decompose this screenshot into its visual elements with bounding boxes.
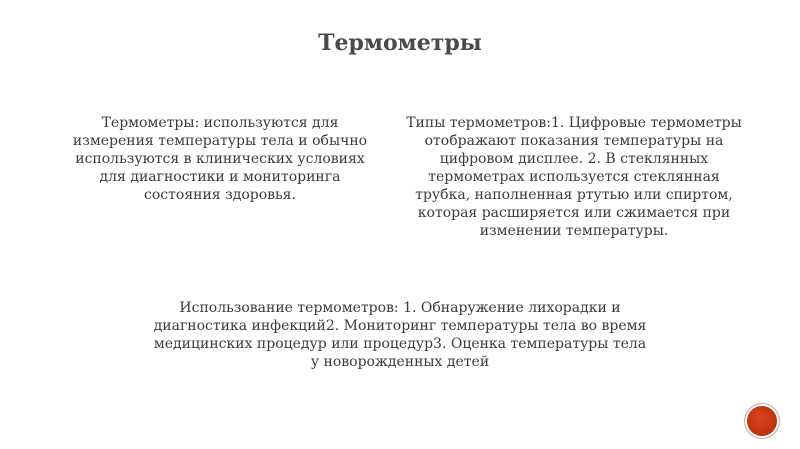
definition-text-block — [55, 114, 385, 204]
next-slide-button[interactable] — [747, 406, 777, 436]
text-line: Типы термометров:1. Цифровые термометры — [406, 115, 742, 131]
text-line: изменении температуры. — [479, 223, 669, 239]
text-line: у новорожденных детей — [310, 354, 490, 370]
text-line: цифровом дисплее. 2. В стеклянных — [439, 151, 709, 167]
slide-title: Термометры — [318, 30, 482, 56]
text-line: Термометры: используются для — [101, 115, 339, 131]
types-text-block — [398, 114, 750, 240]
text-line: Использование термометров: 1. Обнаружение лихорадки и — [179, 300, 621, 316]
text-line: которая расширяется или сжимается при — [417, 205, 731, 221]
text-line: термометрах используется стеклянная — [428, 169, 720, 185]
text-line: отображают показания температуры на — [424, 133, 724, 149]
text-line: для диагностики и мониторинга — [99, 169, 341, 185]
text-line: диагностика инфекций2. Мониторинг температуры тела во время — [153, 318, 647, 334]
usage-text-block — [130, 299, 670, 371]
text-line: используются в клинических условиях — [75, 151, 365, 167]
text-line: измерения температуры тела и обычно — [72, 133, 368, 149]
text-line: трубка, наполненная ртутью или спиртом, — [415, 187, 733, 203]
text-line: медицинских процедур или процедур3. Оценка температуры тела — [153, 336, 647, 352]
text-line: состояния здоровья. — [144, 187, 296, 203]
